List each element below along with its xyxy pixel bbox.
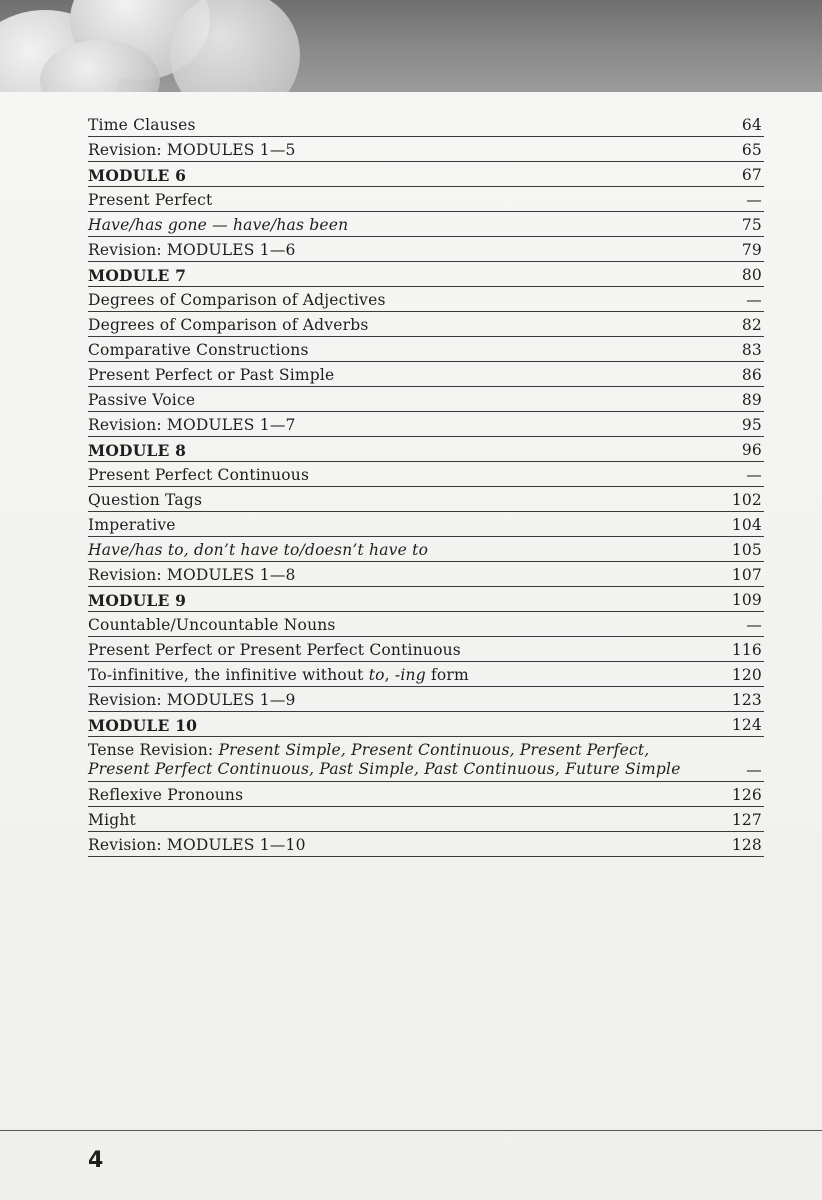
toc-entry (88, 237, 764, 262)
toc-entry (88, 462, 764, 487)
toc-title-part: To-infinitive, the infinitive without (88, 666, 369, 684)
flower-photo-fragment (0, 0, 330, 92)
toc-entry (88, 637, 764, 662)
toc-entry-page: 83 (741, 341, 762, 359)
toc-entry-title: Might (88, 811, 136, 829)
toc-entry-title: Have/has gone — have/has been (88, 216, 349, 234)
toc-entry-page: — (746, 761, 762, 779)
toc-module-heading (88, 587, 764, 612)
toc-title-part: Tense Revision: (88, 741, 219, 759)
toc-entry-page: 124 (731, 716, 762, 734)
toc-entry-page: 128 (731, 836, 762, 854)
toc-entry-page: — (746, 291, 762, 309)
toc-entry-page: 105 (731, 541, 762, 559)
toc-module-heading (88, 712, 764, 737)
footer-rule (0, 1130, 822, 1131)
toc-entry-title: Revision: MODULES 1—10 (88, 836, 306, 854)
toc-entry (88, 187, 764, 212)
toc-entry (88, 362, 764, 387)
page-top-photo-band (0, 0, 822, 92)
toc-entry-title: Countable/Uncountable Nouns (88, 616, 336, 634)
toc-entry-title (88, 666, 764, 685)
toc-entry-title: Have/has to, don’t have to/doesn’t have to (88, 541, 429, 559)
table-of-contents (88, 112, 764, 857)
toc-entry-title: Present Perfect or Past Simple (88, 366, 335, 384)
toc-entry-title (88, 741, 764, 779)
page-number: 4 (88, 1148, 104, 1173)
toc-entry (88, 487, 764, 512)
toc-entry (88, 562, 764, 587)
toc-entry (88, 612, 764, 637)
toc-module-heading (88, 162, 764, 187)
toc-title-part: , (384, 666, 395, 684)
toc-entry (88, 512, 764, 537)
toc-entry-title: Imperative (88, 516, 176, 534)
toc-entry-title: Passive Voice (88, 391, 196, 409)
toc-entry-title: Revision: MODULES 1—6 (88, 241, 296, 259)
toc-entry-title: Comparative Constructions (88, 341, 309, 359)
toc-entry-page: 80 (741, 266, 762, 284)
toc-entry (88, 832, 764, 857)
toc-entry-title: Revision: MODULES 1—8 (88, 566, 296, 584)
toc-entry-title: MODULE 6 (88, 166, 187, 185)
toc-entry-page: 107 (731, 566, 762, 584)
toc-entry-title: Reflexive Pronouns (88, 786, 244, 804)
toc-entry-page: 89 (741, 391, 762, 409)
toc-entry-title: Degrees of Comparison of Adverbs (88, 316, 369, 334)
toc-entry-page: — (746, 466, 762, 484)
toc-title-part: to (368, 666, 385, 684)
toc-entry-page: 82 (741, 316, 762, 334)
toc-entry-title: Revision: MODULES 1—9 (88, 691, 296, 709)
toc-entry-page: 120 (731, 666, 762, 684)
toc-entry-page: 86 (741, 366, 762, 384)
toc-entry-page: 64 (741, 116, 762, 134)
toc-entry-page: 79 (741, 241, 762, 259)
toc-entry-title: Present Perfect (88, 191, 213, 209)
toc-entry-page: 127 (731, 811, 762, 829)
toc-entry-page: 102 (731, 491, 762, 509)
toc-entry (88, 387, 764, 412)
toc-entry (88, 287, 764, 312)
toc-entry-title: Present Perfect or Present Perfect Continuous (88, 641, 461, 659)
toc-entry-title: MODULE 8 (88, 441, 187, 460)
toc-entry-title: Revision: MODULES 1—5 (88, 141, 296, 159)
toc-entry-title: MODULE 9 (88, 591, 187, 610)
toc-entry-page: 116 (731, 641, 762, 659)
toc-entry-title: Question Tags (88, 491, 203, 509)
toc-entry (88, 782, 764, 807)
toc-entry-page: — (746, 616, 762, 634)
toc-entry (88, 412, 764, 437)
toc-module-heading (88, 262, 764, 287)
toc-entry-page: 65 (741, 141, 762, 159)
toc-entry-page: 123 (731, 691, 762, 709)
toc-title-part: -ing (394, 666, 426, 684)
toc-entry-page: 95 (741, 416, 762, 434)
toc-title-part: form (425, 666, 469, 684)
toc-entry-page: 75 (741, 216, 762, 234)
toc-entry (88, 737, 764, 782)
toc-entry (88, 312, 764, 337)
toc-entry-title: MODULE 10 (88, 716, 198, 735)
toc-entry-page: 67 (741, 166, 762, 184)
toc-entry (88, 687, 764, 712)
toc-entry-page: 96 (741, 441, 762, 459)
toc-title-part: Present Simple, Present Continuous, Present Perfect, Present Perfect Continuous, Past Simple, Past Continuous, Future Simple (88, 741, 681, 778)
toc-entry-title: Revision: MODULES 1—7 (88, 416, 296, 434)
toc-entry (88, 112, 764, 137)
toc-entry-page: 104 (731, 516, 762, 534)
toc-entry (88, 537, 764, 562)
toc-entry-page: 126 (731, 786, 762, 804)
toc-entry-page: 109 (731, 591, 762, 609)
toc-entry-title: Time Clauses (88, 116, 196, 134)
toc-entry (88, 662, 764, 687)
toc-entry-title: Degrees of Comparison of Adjectives (88, 291, 386, 309)
toc-module-heading (88, 437, 764, 462)
toc-entry (88, 212, 764, 237)
toc-entry (88, 807, 764, 832)
toc-entry (88, 137, 764, 162)
toc-entry-page: — (746, 191, 762, 209)
toc-entry (88, 337, 764, 362)
toc-entry-title: Present Perfect Continuous (88, 466, 310, 484)
toc-entry-title: MODULE 7 (88, 266, 187, 285)
